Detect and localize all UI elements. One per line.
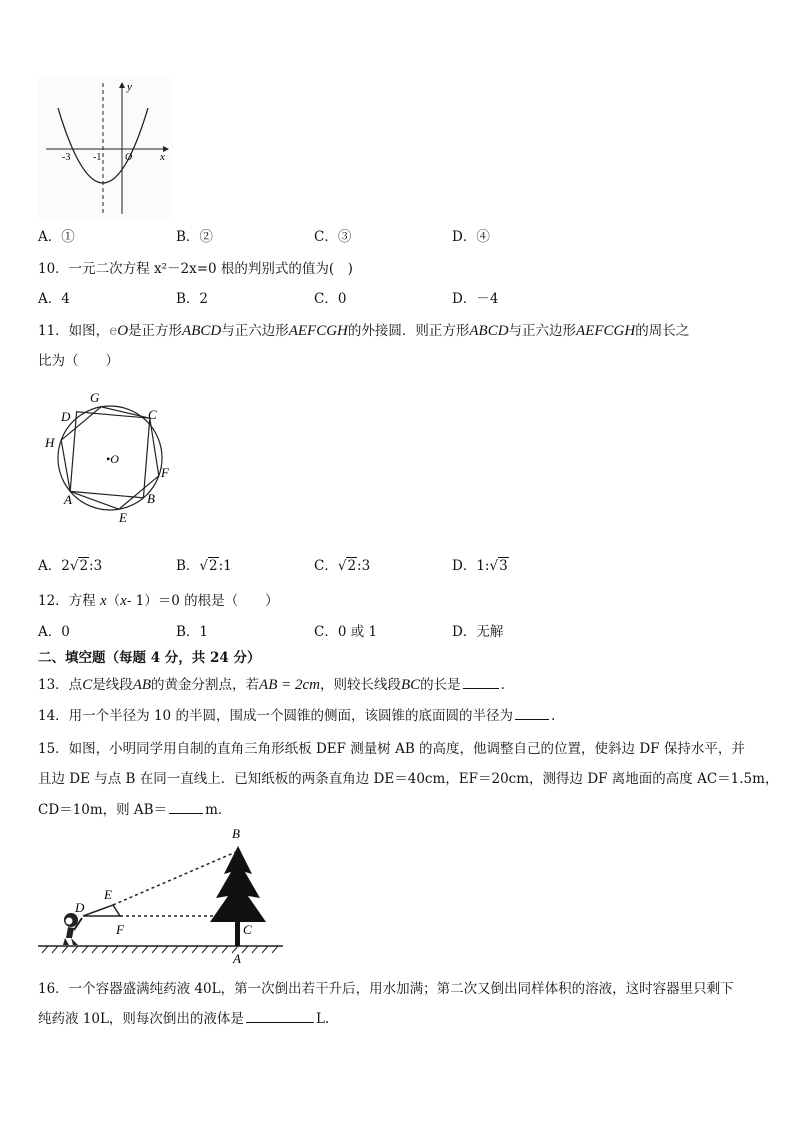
q16-answer-blank[interactable] <box>246 1010 314 1023</box>
sqrt-sign-icon: √ <box>69 558 79 574</box>
q11-stem-line2: 比为（ ） <box>38 353 119 369</box>
label-d: D <box>75 900 85 915</box>
q13-t1: 13．点 <box>38 677 83 693</box>
ground-hatching <box>42 946 278 953</box>
q11-b-suffix: :1 <box>218 558 232 574</box>
q11-option-a[interactable] <box>38 557 102 575</box>
q12-rest: - 1）＝0 的根是（ ） <box>126 593 279 609</box>
q11-a-coef: 2 <box>61 558 70 574</box>
q14-answer-blank[interactable] <box>515 707 549 720</box>
y-label: y <box>127 81 132 93</box>
q13-point-c: C <box>82 677 93 693</box>
q11-b-radicand: 2 <box>209 558 218 574</box>
label-e: E <box>119 510 127 525</box>
q15-stem-line3 <box>38 801 231 819</box>
q11-option-d[interactable] <box>452 557 509 575</box>
q11-t1: 是正方形 <box>128 323 183 339</box>
label-c: C <box>243 922 252 937</box>
q15-answer-blank[interactable] <box>169 801 203 814</box>
person-icon <box>63 913 82 945</box>
q13-segment-ab: AB <box>132 677 152 693</box>
label-f: F <box>161 465 169 480</box>
q12-option-c[interactable]: C．0 或 1 <box>314 624 378 640</box>
q12-var-x-2: x <box>120 593 127 609</box>
q11-c-prefix: C． <box>314 558 338 574</box>
q12-option-b[interactable]: B．1 <box>176 624 209 640</box>
q13-stem <box>38 676 505 694</box>
label-g: G <box>90 390 100 405</box>
q15-line3a: CD＝10m，则 AB＝ <box>38 802 168 818</box>
q11-a-suffix: :3 <box>89 558 103 574</box>
q9-option-a[interactable]: A．① <box>38 229 75 245</box>
q11-d-prefix: D． <box>452 558 477 574</box>
q15-stem-line2: 且边 DE 与点 B 在同一直线上．已知纸板的两条直角边 DE＝40cm，EF＝20cm，测得边 DF 离地面的高度 AC＝1.5m， <box>38 771 779 787</box>
q13-t3: 的黄金分割点，若 <box>151 677 260 693</box>
q11-t2: 与正六边形 <box>221 323 289 339</box>
q10-option-c[interactable]: C．0 <box>314 291 347 307</box>
q13-t2: 是线段 <box>92 677 133 693</box>
q11-b-prefix: B． <box>176 558 200 574</box>
label-h: H <box>45 435 55 450</box>
q12-option-a[interactable]: A．0 <box>38 624 70 640</box>
q10-stem: 10．一元二次方程 x²－2x=0 根的判别式的值为( ) <box>38 261 353 277</box>
tree-measurement-figure <box>38 826 288 966</box>
q13-end: . <box>500 677 505 693</box>
q9-option-c[interactable]: C．③ <box>314 229 352 245</box>
q11-option-c[interactable] <box>314 557 370 575</box>
tick-minus-3: -3 <box>62 152 71 163</box>
q10-option-b[interactable]: B．2 <box>176 291 209 307</box>
q11-c-radicand: 2 <box>347 558 357 574</box>
circle-symbol: e <box>109 323 118 339</box>
q11-t4: 与正六边形 <box>508 323 577 339</box>
sqrt-sign-icon: √ <box>489 558 499 574</box>
q16-line2b: L. <box>315 1011 330 1027</box>
q10-option-d[interactable]: D．－4 <box>452 291 499 307</box>
q11-stem-line1 <box>38 322 689 340</box>
tree-icon <box>210 846 266 946</box>
q11-a-radicand: 2 <box>79 558 89 574</box>
label-d: D <box>61 409 71 424</box>
circle-name: O <box>117 323 129 339</box>
q11-num: 11．如图， <box>38 323 110 339</box>
q16-line2a: 纯药液 10L，则每次倒出的液体是 <box>38 1011 244 1027</box>
q13-answer-blank[interactable] <box>463 676 499 689</box>
label-b: B <box>232 826 240 841</box>
x-label: x <box>160 151 165 163</box>
section-heading-fill-blank: 二、填空题（每题 4 分，共 24 分） <box>38 650 261 666</box>
q14-text: 14．用一个半径为 10 的半圆，围成一个圆锥的侧面，该圆锥的底面圆的半径为 <box>38 708 513 724</box>
square-name-2: ABCD <box>469 323 509 339</box>
hexagon-name: AEFCGH <box>288 323 348 339</box>
q16-stem-line2 <box>38 1010 329 1028</box>
label-o: •O <box>106 452 119 466</box>
q12-num: 12．方程 <box>38 593 96 609</box>
q10-option-a[interactable]: A．4 <box>38 291 70 307</box>
q13-t5: 的长是 <box>420 677 461 693</box>
label-a: A <box>233 951 241 966</box>
label-c: C <box>148 407 157 422</box>
q15-line3b: m． <box>205 802 232 818</box>
q9-option-b[interactable]: B．② <box>176 229 213 245</box>
q13-t4: ，则较长线段 <box>319 677 401 693</box>
q12-var-x: x <box>99 593 107 609</box>
q11-t5: 的周长之 <box>635 323 690 339</box>
tick-minus-1: -1 <box>93 152 102 163</box>
q11-d-pre: 1: <box>476 558 490 574</box>
triangle-board-def <box>83 905 120 916</box>
q16-stem-line1: 16．一个容器盛满纯药液 40L，第一次倒出若干升后，用水加满；第二次又倒出同样体积的溶液，这时容器里只剩下 <box>38 981 734 997</box>
sqrt-sign-icon: √ <box>199 558 209 574</box>
q13-segment-bc: BC <box>400 677 421 693</box>
label-f: F <box>116 922 124 937</box>
q11-a-prefix: A． <box>38 558 62 574</box>
q12-stem <box>38 592 279 610</box>
label-e: E <box>104 887 112 902</box>
q13-equation: AB = 2cm <box>259 677 320 693</box>
q14-stem <box>38 707 555 725</box>
sqrt-sign-icon: √ <box>337 558 347 574</box>
q9-option-d[interactable]: D．④ <box>452 229 490 245</box>
circle-square-hexagon-figure <box>40 388 185 528</box>
q11-c-suffix: :3 <box>357 558 371 574</box>
q12-option-d[interactable]: D．无解 <box>452 624 504 640</box>
label-a: A <box>64 492 72 507</box>
origin-label: O <box>125 152 133 163</box>
parabola-figure <box>38 78 173 218</box>
q12-paren: （ <box>106 593 121 609</box>
q15-stem-line1: 15．如图，小明同学用自制的直角三角形纸板 DEF 测量树 AB 的高度，他调整自己的位置，使斜边 DF 保持水平，并 <box>38 741 745 757</box>
square-name: ABCD <box>182 323 222 339</box>
q11-t3: 的外接圆．则正方形 <box>347 323 470 339</box>
q11-d-radicand: 3 <box>499 558 508 574</box>
hexagon-name-2: AEFCGH <box>576 323 636 339</box>
q11-option-b[interactable] <box>176 557 232 575</box>
label-b: B <box>147 491 155 506</box>
q14-end: . <box>550 708 556 724</box>
